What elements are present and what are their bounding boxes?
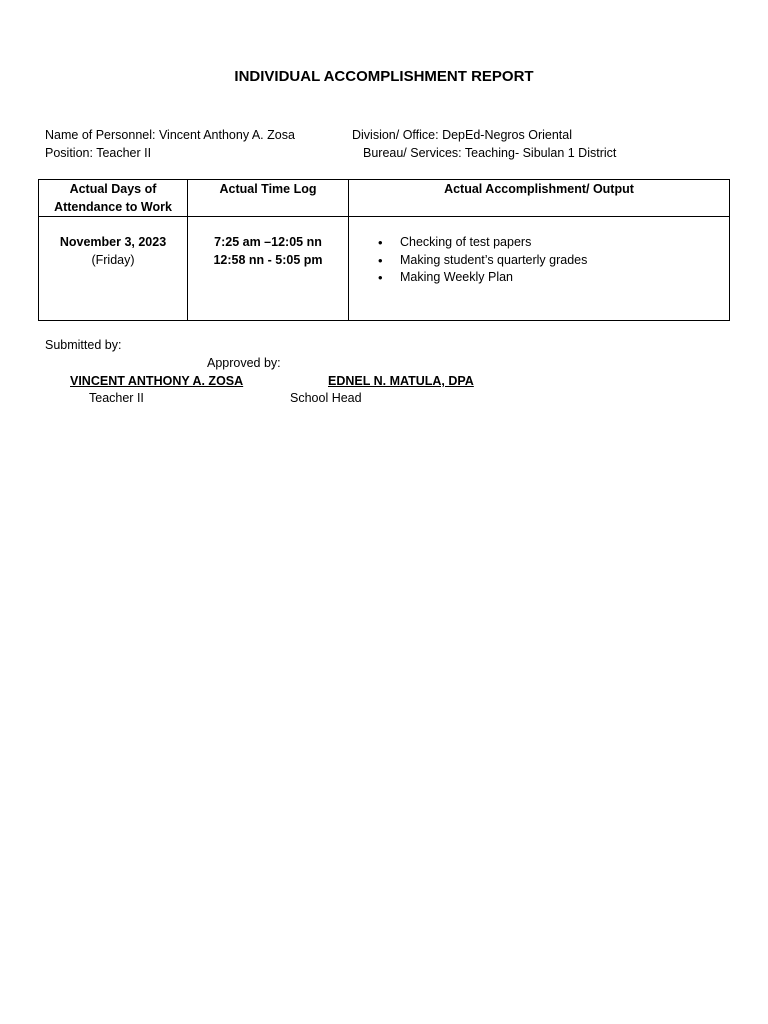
header-accomplishment: Actual Accomplishment/ Output: [349, 180, 730, 217]
attendance-cell: [39, 217, 188, 321]
approver-name: EDNEL N. MATULA, DPA: [328, 374, 474, 388]
attendance-date: November 3, 2023: [59, 235, 167, 249]
table-header-row: [39, 180, 730, 217]
submitter-name: VINCENT ANTHONY A. ZOSA: [70, 374, 244, 388]
personnel-name: Name of Personnel: Vincent Anthony A. Zosa: [45, 128, 295, 142]
time-log-afternoon: 12:58 nn - 5:05 pm: [213, 252, 323, 267]
report-title: INDIVIDUAL ACCOMPLISHMENT REPORT: [234, 68, 534, 85]
bureau-services: Bureau/ Services: Teaching- Sibulan 1 District: [363, 146, 617, 160]
list-item: • Checking of test papers: [400, 234, 725, 252]
accomplishment-cell: [349, 217, 730, 321]
submitter-title: Teacher II: [89, 391, 144, 405]
list-item: • Making student’s quarterly grades: [400, 252, 725, 270]
time-log-morning: 7:25 am –12:05 nn: [214, 235, 322, 249]
list-item: • Making Weekly Plan: [400, 269, 725, 287]
accomplishment-list: [353, 234, 725, 287]
division-office: Division/ Office: DepEd-Negros Oriental: [352, 128, 572, 142]
attendance-day: (Friday): [91, 252, 135, 267]
approved-by-label: Approved by:: [207, 356, 281, 370]
personnel-position: Position: Teacher II: [45, 146, 152, 160]
accomplishment-table: [38, 179, 730, 321]
header-time-log: Actual Time Log: [188, 180, 349, 217]
header-attendance-days: Actual Days of Attendance to Work: [39, 180, 188, 217]
submitted-by-label: Submitted by:: [45, 338, 122, 352]
approver-title: School Head: [290, 391, 362, 405]
table-row: [39, 217, 730, 321]
time-log-cell: [188, 217, 349, 321]
